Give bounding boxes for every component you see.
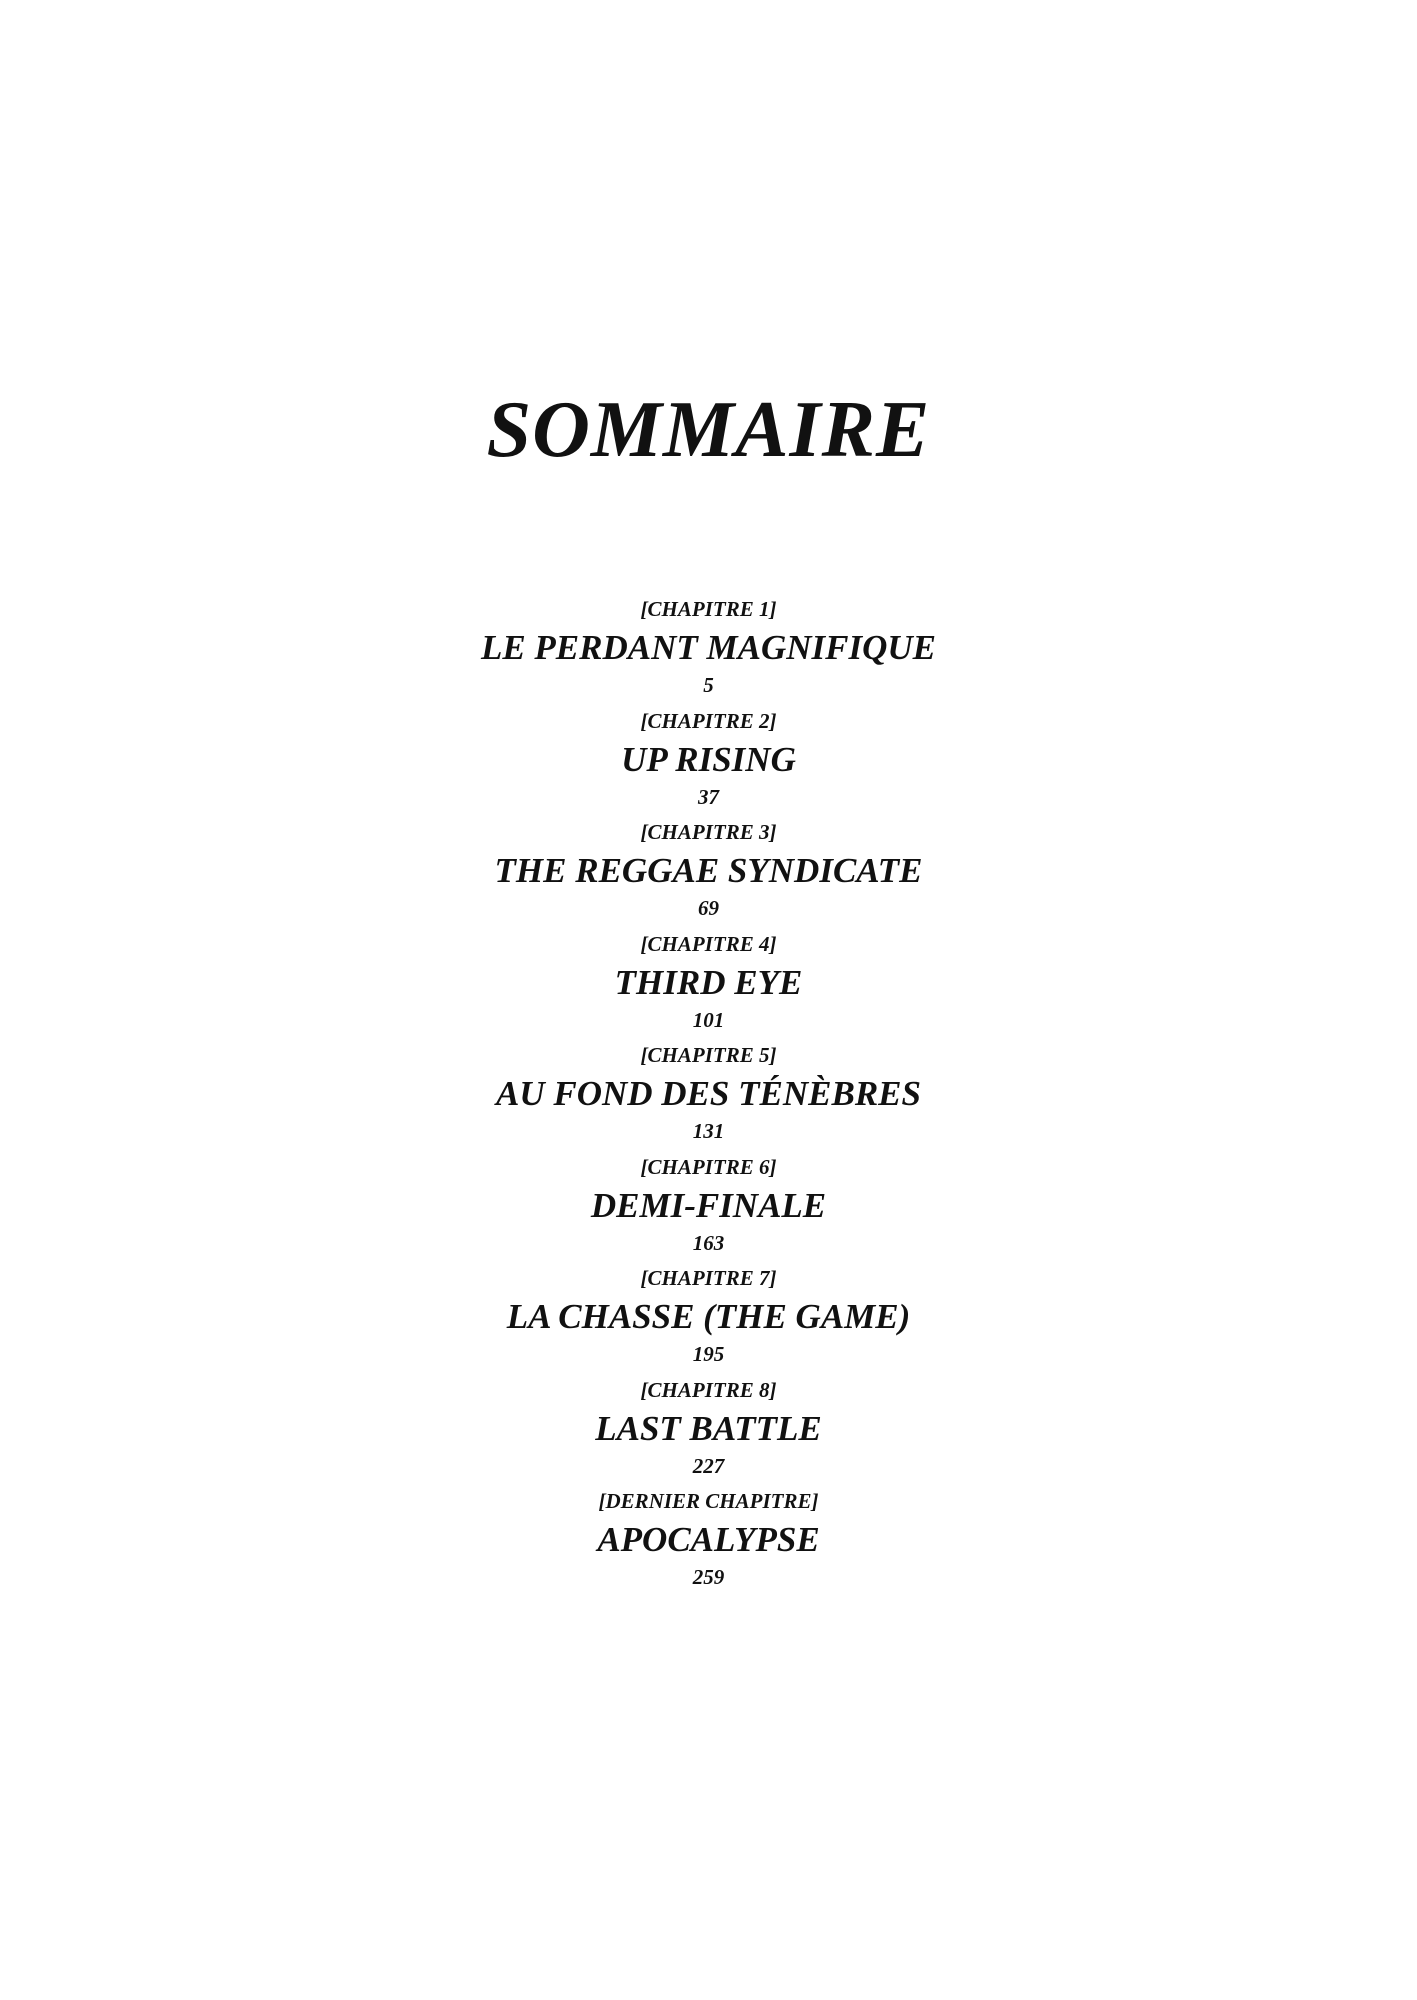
chapter-title: THIRD EYE bbox=[614, 962, 803, 1002]
toc-entry-4 bbox=[0, 930, 1417, 1042]
chapter-page-number: 227 bbox=[692, 1453, 725, 1478]
chapter-title: DEMI-FINALE bbox=[590, 1185, 827, 1225]
chapter-number: [CHAPITRE 1] bbox=[640, 597, 777, 621]
chapter-page-number: 5 bbox=[703, 673, 714, 697]
chapter-page-number: 69 bbox=[698, 896, 719, 920]
toc-entry-5 bbox=[0, 1041, 1417, 1153]
chapter-title: LA CHASSE (THE GAME) bbox=[506, 1297, 911, 1336]
toc-entry-1 bbox=[0, 595, 1417, 707]
toc-entry-3 bbox=[0, 818, 1417, 930]
chapter-title: LE PERDANT MAGNIFIQUE bbox=[480, 628, 937, 667]
table-of-contents bbox=[0, 595, 1417, 1599]
toc-entry-7 bbox=[0, 1264, 1417, 1376]
chapter-title: AU FOND DES TÉNÈBRES bbox=[496, 1074, 921, 1113]
chapter-title: LAST BATTLE bbox=[595, 1408, 822, 1448]
page-title: SOMMAIRE bbox=[486, 386, 931, 474]
chapter-number: [CHAPITRE 5] bbox=[640, 1043, 777, 1067]
chapter-page-number: 259 bbox=[692, 1565, 725, 1589]
chapter-page-number: 163 bbox=[692, 1230, 725, 1255]
chapter-title: UP RISING bbox=[621, 739, 796, 779]
chapter-title: APOCALYPSE bbox=[597, 1520, 820, 1559]
chapter-page-number: 131 bbox=[692, 1119, 725, 1143]
chapter-number: [CHAPITRE 7] bbox=[640, 1266, 777, 1290]
chapter-page-number: 195 bbox=[692, 1342, 725, 1366]
chapter-number: [CHAPITRE 4] bbox=[640, 931, 777, 956]
chapter-page-number: 37 bbox=[698, 784, 719, 809]
chapter-number: [CHAPITRE 3] bbox=[640, 820, 777, 844]
chapter-number: [DERNIER CHAPITRE] bbox=[598, 1489, 819, 1513]
chapter-number: [CHAPITRE 6] bbox=[640, 1154, 777, 1179]
chapter-number: [CHAPITRE 8] bbox=[640, 1377, 777, 1402]
chapter-page-number: 101 bbox=[692, 1007, 725, 1032]
toc-entry-2 bbox=[0, 707, 1417, 819]
toc-entry-9 bbox=[0, 1487, 1417, 1599]
toc-entry-6 bbox=[0, 1153, 1417, 1265]
chapter-number: [CHAPITRE 2] bbox=[640, 708, 777, 733]
chapter-title: THE REGGAE SYNDICATE bbox=[494, 851, 923, 890]
toc-entry-8 bbox=[0, 1376, 1417, 1488]
